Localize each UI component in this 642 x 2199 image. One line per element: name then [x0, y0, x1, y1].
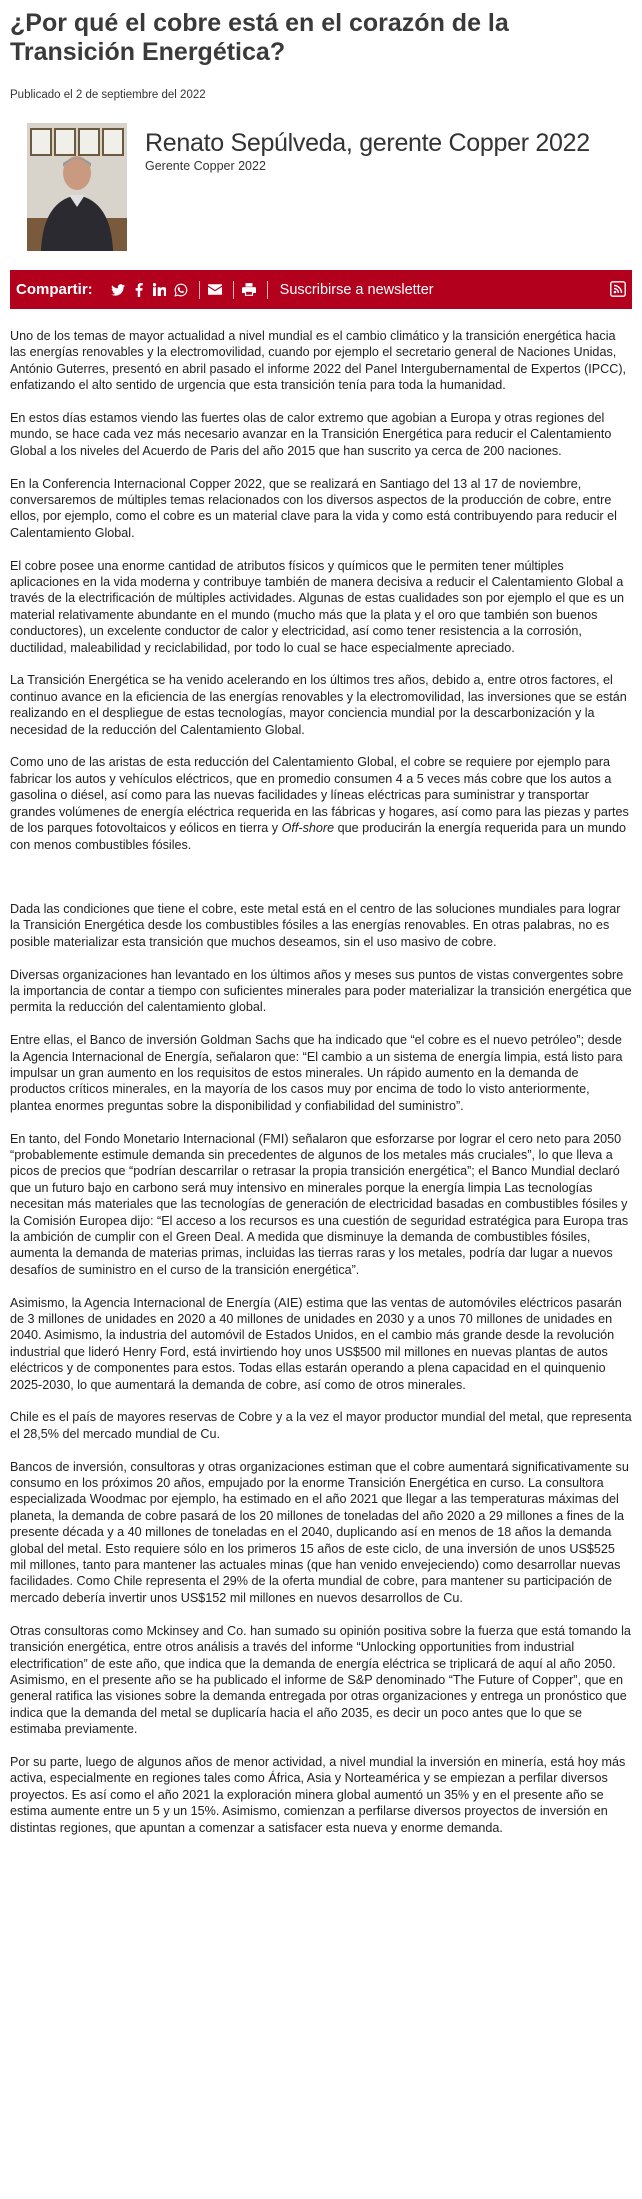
paragraph: La Transición Energética se ha venido acelerando en los últimos tres años, debido a, entre otros factores, el continuo avance en la eficiencia de las energías renovables y la electromovilidad, las inversiones que se están realizando en el despliegue de estas tecnologías, mayor conciencia mundial por la descarbonización y la necesidad de la reducción del Calentamiento Global.	[10, 673, 627, 737]
paragraph-italic: Off-shore	[281, 821, 335, 836]
whatsapp-icon[interactable]	[172, 280, 190, 300]
author-photo	[27, 123, 127, 251]
paragraph-text: Como uno de las aristas de esta reducción del Calentamiento Global, el cobre se requiere por ejemplo para fabricar los autos y vehículos eléctricos, que en promedio consumen 4 a 5 veces más cobre que los autos a gasolina o diésel, así como para las nuevas facilidades y líneas eléctricas para suministrar y transportar grandes volúmenes de energía eléctrica requerida en las fábricas y hogares, así como para las piezas y partes de los parques fotovoltaicos y eólicos en tierra y	[10, 755, 629, 836]
paragraph	[10, 754, 632, 852]
paragraph: Dada las condiciones que tiene el cobre, este metal está en el centro de las soluciones mundiales para lograr la Transición Energética desde los combustibles fósiles a las energías renovables. En otras palabras, no es posible materializar esta transición que muchos deseamos, sin el uso masivo de cobre.	[10, 901, 621, 949]
paragraph: Asimismo, la Agencia Internacional de Energía (AIE) estima que las ventas de automóviles eléctricos pasarán de 3 millones de unidades en 2020 a 40 millones de unidades en 2030 y a unos 70 millones de unidades en 2040. Asimismo, la industria del automóvil de Estados Unidos, en el cambio más grande desde la revolución industrial que lideró Henry Ford, está invirtiendo hoy unos US$500 mil millones en nuevas plantas de autos eléctricos y de componentes para estos. Todas ellas estarán operando a plena capacidad en el quinquenio 2025-2030, lo que aumentará la demanda de cobre, así como de otros minerales.	[10, 1295, 622, 1392]
paragraph: Uno de los temas de mayor actualidad a nivel mundial es el cambio climático y la transición energética hacia las energías renovables y la electromovilidad, cuando por ejemplo el secretario general de Naciones Unidas, António Guterres, presentó en abril pasado el informe 2022 del Panel Intergubernamental de Expertos (IPCC), enfatizando el alto sentido de urgencia que esta transición tenía para toda la humanidad.	[10, 329, 627, 393]
author-name: Renato Sepúlveda, gerente Copper 2022	[145, 129, 590, 157]
email-icon[interactable]	[206, 280, 224, 300]
share-label: Compartir:	[16, 281, 93, 298]
paragraph: Bancos de inversión, consultoras y otras organizaciones estiman que el cobre aumentará significativamente su consumo en los próximos 20 años, empujado por la enorme Transición Energética en curso. La consultora especializada Woodmac por ejemplo, ha estimado en el año 2021 que llegar a las temperaturas máximas del planeta, la demanda de cobre pasará de los 20 millones de toneladas del año 2020 a 29 millones a fines de la presente década y a 40 millones de toneladas en el 2040, duplicando así en menos de 18 años la demanda global del metal. Esto requiere sólo en los primeros 15 años de este ciclo, de una inversión de unos US$525 mil millones, tanto para mantener las actuales minas (que han venido envejeciendo) como desarrollar nuevas facilidades. Como Chile representa el 29% de la oferta mundial de cobre, para mantener su participación de mercado debería invertir unos US$152 mil millones en nuevos desarrollos de Cu.	[10, 1459, 629, 1605]
facebook-icon[interactable]	[130, 280, 148, 300]
publish-date: Publicado el 2 de septiembre del 2022	[10, 89, 206, 101]
twitter-icon[interactable]	[109, 280, 127, 300]
paragraph: Chile es el país de mayores reservas de Cobre y a la vez el mayor productor mundial del metal, que representa el 28,5% del mercado mundial de Cu.	[10, 1410, 632, 1441]
linkedin-icon[interactable]	[151, 280, 169, 300]
article-body	[10, 328, 632, 1836]
share-separator	[267, 281, 268, 299]
paragraph: En estos días estamos viendo las fuertes olas de calor extremo que agobian a Europa y otras regiones del mundo, se hace cada vez más necesario avanzar en la Transición Energética para reducir el Calentamiento Global a los niveles del Acuerdo de Paris del año 2015 que han suscrito ya cerca de 200 naciones.	[10, 411, 612, 458]
page-title: ¿Por qué el cobre está en el corazón de la Transición Energética?	[10, 9, 509, 66]
paragraph: Diversas organizaciones han levantado en los últimos años y meses sus puntos de vistas convergentes sobre la importancia de contar a tiempo con suficientes minerales para poder materializar la transición energética que permita la reducción del calentamiento global.	[10, 967, 632, 1015]
paragraph: Entre ellas, el Banco de inversión Goldman Sachs que ha indicado que “el cobre es el nuevo petróleo”; desde la Agencia Internacional de Energía, señalaron que: “El cambio a un sistema de energía limpia, está listo para impulsar un gran aumento en los requisitos de estos minerales. Un rápido aumento en la demanda de productos críticos minerales, en la mayoría de los casos muy por encima de todo lo visto anteriormente, plantea enormes preguntas sobre la disponibilidad y confiabilidad del suministro”.	[10, 1033, 623, 1113]
share-bar	[10, 270, 632, 309]
paragraph: En tanto, del Fondo Monetario Internacional (FMI) señalaron que esforzarse por lograr el cero neto para 2050 “probablemente estimule demanda sin precedentes de algunos de los metales más cruciales”, lo que lleva a picos de precios que “podrían descarrilar o retrasar la propia transición energética”; el Banco Mundial declaró que un futuro bajo en carbono será muy intensivo en minerales porque la energía limpia Las tecnologías necesitan más materiales que las tecnologías de generación de electricidad basadas en combustibles fósiles y la Comisión Europea dijo: “El acceso a los recursos es una cuestión de seguridad estratégica para Europa tras la ambición de cumplir con el Green Deal. A medida que disminuye la demanda de combustibles fósiles, aumenta la demanda de materias primas, incluidas las tierras raras y los metales, podría dar lugar a nuevos desafíos de suministro en el curso de la transición energética”.	[10, 1131, 629, 1277]
author-block	[10, 123, 632, 255]
paragraph: Otras consultoras como Mckinsey and Co. han sumado su opinión positiva sobre la fuerza que está tomando la transición energética, entre otros análisis a través del informe “Unlocking opportunities from industrial electrification” de este año, que indica que la demanda de energía eléctrica se triplicará de aquí al año 2050. Asimismo, en el presente año se ha publicado el informe de S&P denominado “The Future of Copper”, que en general ratifica las visiones sobre la demanda entregada por otras organizaciones y entrega un pronóstico que indica que la demanda del metal se duplicaría hacia el año 2035, es decir un poco antes que lo que se estimaba previamente.	[10, 1623, 631, 1737]
paragraph: En la Conferencia Internacional Copper 2022, que se realizará en Santiago del 13 al 17 de noviembre, conversaremos de múltiples temas relacionados con los diversos aspectos de la producción de cobre, entre ellos, por ejemplo, como el cobre es un material clave para la vida y como está contribuyendo para reducir el Calentamiento Global.	[10, 476, 617, 540]
share-separator	[199, 281, 200, 299]
author-role: Gerente Copper 2022	[145, 159, 266, 173]
paragraph: Por su parte, luego de algunos años de menor actividad, a nivel mundial la inversión en minería, está hoy más activa, especialmente en regiones tales como África, Asia y Norteamérica y se empiezan a perfilar diversos proyectos. Es así como el año 2021 la exploración minera global aumentó un 35% y en el presente año se estima aumente entre un 5 y un 15%. Asimismo, comienzan a perfilarse diversos proyectos de inversión en distintas regiones, que apuntan a comenzar a satisfacer esta nueva y enorme demanda.	[10, 1754, 626, 1835]
print-icon[interactable]	[240, 280, 258, 300]
share-separator	[233, 281, 234, 299]
paragraph-text: que producirán la energía requerida para un mundo con menos combustibles fósiles.	[10, 821, 627, 852]
subscribe-newsletter-link[interactable]: Suscribirse a newsletter	[279, 281, 434, 298]
rss-icon[interactable]	[610, 281, 626, 302]
paragraph: El cobre posee una enorme cantidad de atributos físicos y químicos que le permiten tener múltiples aplicaciones en la vida moderna y contribuye también de manera decisiva a reducir el Calentamiento Global a través de la electrificación de múltiples actividades. Algunas de estas cualidades son por ejemplo el que es un material relativamente abundante en el mundo (mucho más que la plata y el oro que también son buenos conductores), un excelente conductor de calor y electricidad, así como tener resistencia a la corrosión, ductilidad, maleabilidad y reciclabilidad, por todo lo cual se hace especialmente apreciado.	[10, 558, 624, 655]
